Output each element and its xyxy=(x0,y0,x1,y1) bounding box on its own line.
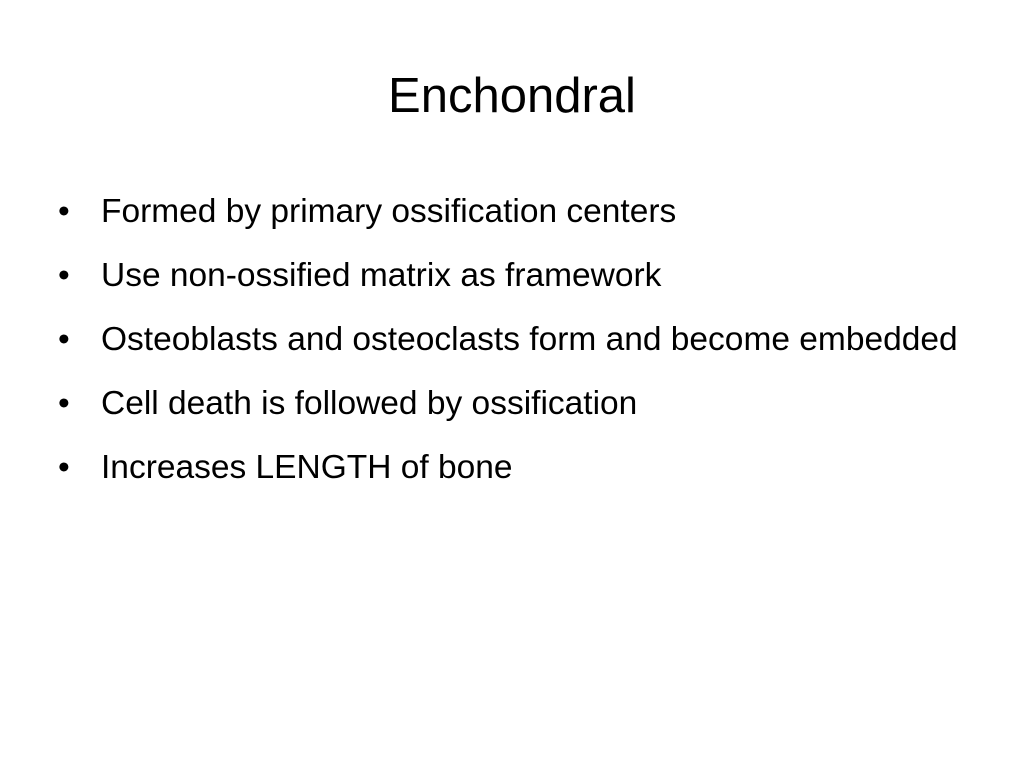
bullet-icon: • xyxy=(58,385,70,422)
bullet-text: Cell death is followed by ossification xyxy=(101,385,638,422)
bullet-item xyxy=(56,378,966,429)
bullet-text: Osteoblasts and osteoclasts form and become embedded xyxy=(101,321,958,358)
bullet-icon: • xyxy=(58,321,70,358)
slide-title: Enchondral xyxy=(388,69,636,123)
bullet-icon: • xyxy=(58,449,70,486)
bullet-icon: • xyxy=(58,193,70,230)
bullet-item xyxy=(56,186,966,237)
bullet-item xyxy=(56,250,966,301)
bullet-item xyxy=(56,442,966,493)
bullet-item xyxy=(56,314,966,365)
bullet-text: Use non-ossified matrix as framework xyxy=(101,257,662,294)
bullet-list xyxy=(56,186,966,506)
bullet-text: Increases LENGTH of bone xyxy=(101,449,513,486)
bullet-text: Formed by primary ossification centers xyxy=(101,193,677,230)
bullet-icon: • xyxy=(58,257,70,294)
